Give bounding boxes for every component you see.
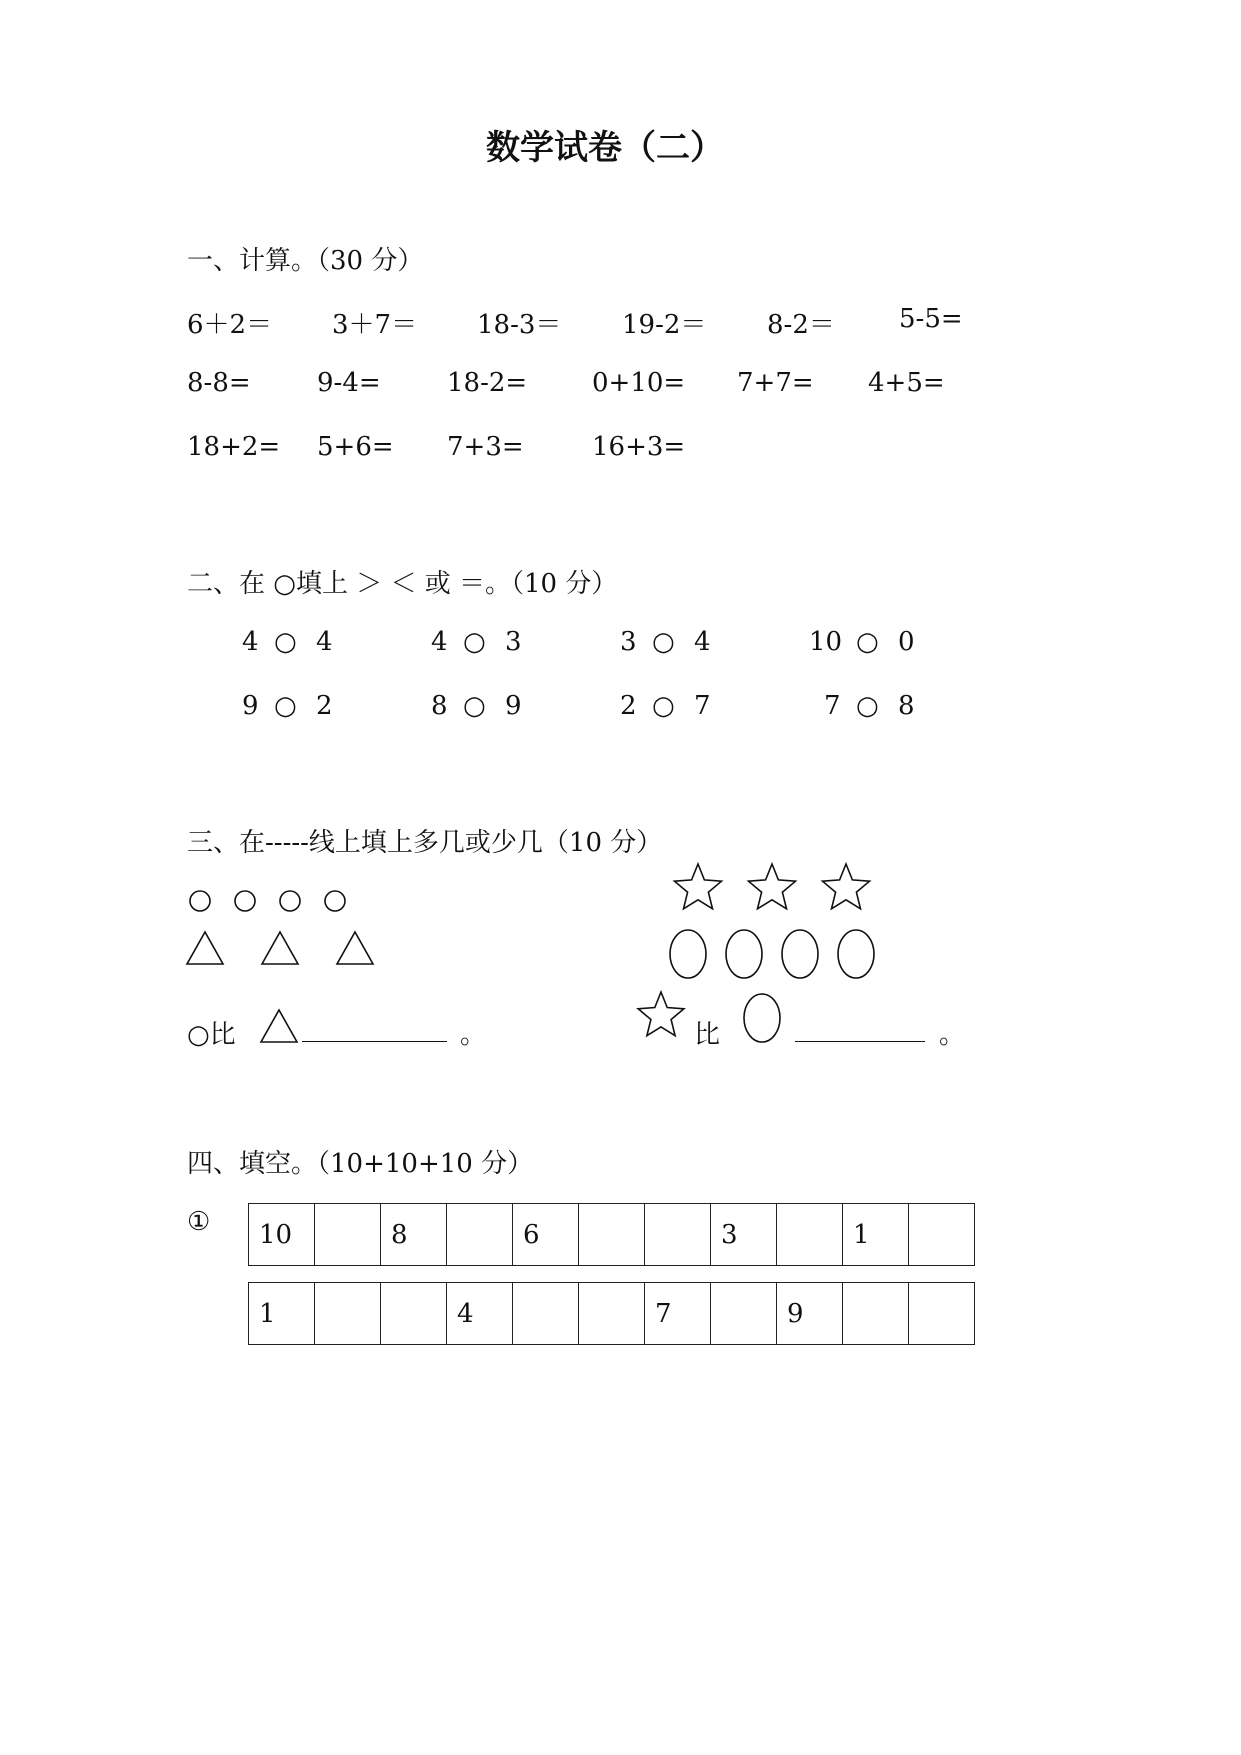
section-3-heading: 三、在-----线上填上多几或少几（10 分） xyxy=(187,828,663,858)
star-shape xyxy=(749,864,796,909)
grid-cell[interactable]: 3 xyxy=(711,1204,777,1266)
compare-left-value: 4 xyxy=(242,627,259,657)
grid-cell[interactable] xyxy=(381,1283,447,1345)
compare-right-value: 7 xyxy=(694,691,711,721)
equation: 8-2＝ xyxy=(767,310,835,340)
compare-circle[interactable]: ○ xyxy=(652,691,675,721)
triangle-shape xyxy=(187,932,223,964)
equation: 3＋7＝ xyxy=(332,310,418,340)
oval-icon xyxy=(742,992,782,1044)
star-shape xyxy=(675,864,722,909)
grid-cell[interactable] xyxy=(909,1283,975,1345)
left-answer-blank[interactable] xyxy=(302,1041,447,1042)
compare-left-value: 3 xyxy=(620,627,637,657)
right-answer-blank[interactable] xyxy=(795,1041,925,1042)
grid-cell[interactable]: 6 xyxy=(513,1204,579,1266)
compare-left-value: 10 xyxy=(809,627,843,657)
oval-shape xyxy=(782,930,818,978)
equation: 7+3= xyxy=(447,432,524,462)
right-compare-bi: 比 xyxy=(694,1020,721,1050)
equation: 18+2= xyxy=(187,432,281,462)
grid-cell[interactable] xyxy=(645,1204,711,1266)
right-compare-end: 。 xyxy=(939,1020,966,1050)
section-4-heading: 四、填空。（10+10+10 分） xyxy=(187,1149,534,1179)
section-2-heading: 二、在 ○填上 ＞ ＜ 或 ＝。（10 分） xyxy=(187,569,618,599)
equation: 6＋2＝ xyxy=(187,310,273,340)
oval-shape xyxy=(726,930,762,978)
compare-right-value: 9 xyxy=(505,691,522,721)
compare-left-value: 4 xyxy=(431,627,448,657)
compare-right-value: 4 xyxy=(694,627,711,657)
compare-left-value: 7 xyxy=(824,691,841,721)
circles-group xyxy=(187,888,357,914)
oval-shape xyxy=(838,930,874,978)
equation: 0+10= xyxy=(592,368,686,398)
equation: 8-8= xyxy=(187,368,251,398)
grid-cell[interactable]: 1 xyxy=(249,1283,315,1345)
compare-left-value: 8 xyxy=(431,691,448,721)
compare-left-value: 9 xyxy=(242,691,259,721)
grid-cell[interactable] xyxy=(447,1204,513,1266)
item-marker: ① xyxy=(187,1207,211,1237)
compare-circle[interactable]: ○ xyxy=(856,627,879,657)
left-compare-end: 。 xyxy=(460,1020,487,1050)
compare-right-value: 3 xyxy=(505,627,522,657)
equation: 16+3= xyxy=(592,432,686,462)
compare-circle[interactable]: ○ xyxy=(274,627,297,657)
section-1-heading: 一、计算。（30 分） xyxy=(187,246,424,276)
grid-cell[interactable] xyxy=(909,1204,975,1266)
compare-circle[interactable]: ○ xyxy=(856,691,879,721)
circle-shape xyxy=(235,891,255,911)
circle-shape xyxy=(190,891,210,911)
equation: 5-5= xyxy=(899,304,963,334)
compare-right-value: 8 xyxy=(898,691,915,721)
compare-right-value: 2 xyxy=(316,691,333,721)
grid-cell[interactable]: 1 xyxy=(843,1204,909,1266)
triangle-shape xyxy=(262,932,298,964)
grid-cell[interactable] xyxy=(711,1283,777,1345)
grid-cell[interactable]: 8 xyxy=(381,1204,447,1266)
triangle-shape xyxy=(337,932,373,964)
compare-left-value: 2 xyxy=(620,691,637,721)
grid-cell[interactable]: 9 xyxy=(777,1283,843,1345)
oval-shape xyxy=(670,930,706,978)
grid-cell[interactable] xyxy=(579,1283,645,1345)
ovals-group xyxy=(668,926,888,982)
grid-cell[interactable] xyxy=(513,1283,579,1345)
grid-cell[interactable] xyxy=(579,1204,645,1266)
number-grid-row-1 xyxy=(248,1203,975,1266)
compare-circle[interactable]: ○ xyxy=(274,691,297,721)
grid-cell[interactable] xyxy=(777,1204,843,1266)
page-title: 数学试卷（二） xyxy=(486,128,724,168)
star-shape xyxy=(823,864,870,909)
grid-cell[interactable]: 4 xyxy=(447,1283,513,1345)
number-grid-row-2 xyxy=(248,1282,975,1345)
grid-cell[interactable]: 7 xyxy=(645,1283,711,1345)
equation: 5+6= xyxy=(317,432,394,462)
grid-cell[interactable]: 10 xyxy=(249,1204,315,1266)
compare-circle[interactable]: ○ xyxy=(463,691,486,721)
equation: 18-3＝ xyxy=(477,310,562,340)
circle-shape xyxy=(280,891,300,911)
triangles-group xyxy=(187,930,377,966)
equation: 4+5= xyxy=(868,368,945,398)
equation: 19-2＝ xyxy=(622,310,707,340)
equation: 7+7= xyxy=(737,368,814,398)
grid-cell[interactable] xyxy=(843,1283,909,1345)
triangle-icon xyxy=(259,1008,299,1044)
equation: 18-2= xyxy=(447,368,528,398)
stars-group xyxy=(668,862,878,912)
equation: 9-4= xyxy=(317,368,381,398)
compare-circle[interactable]: ○ xyxy=(463,627,486,657)
grid-cell[interactable] xyxy=(315,1204,381,1266)
left-compare-prefix: ○比 xyxy=(187,1020,236,1050)
compare-right-value: 0 xyxy=(898,627,915,657)
grid-cell[interactable] xyxy=(315,1283,381,1345)
compare-circle[interactable]: ○ xyxy=(652,627,675,657)
compare-right-value: 4 xyxy=(316,627,333,657)
circle-shape xyxy=(325,891,345,911)
star-icon xyxy=(632,990,690,1042)
